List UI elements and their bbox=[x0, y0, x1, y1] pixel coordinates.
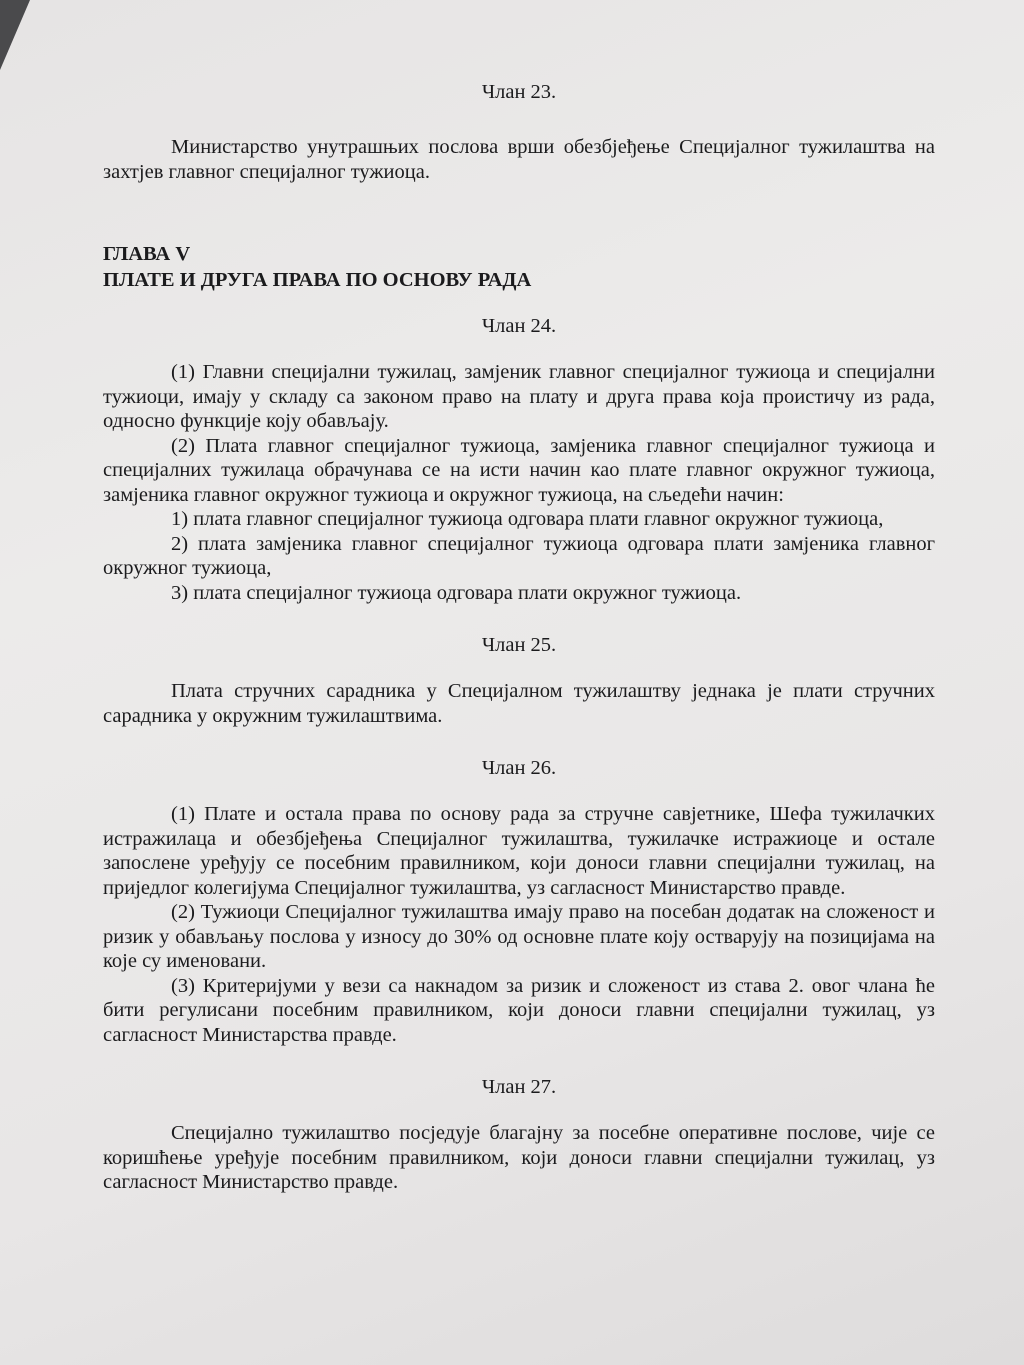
article-24-paragraph-2: (2) Плата главног специјалног тужиоца, замјеника главног специјалног тужиоца и специјалних тужилаца обрачунава се на исти начин као плате главног окружног тужиоца, замјеника главног окружног тужиоца и окружног тужиоца, на сљедећи начин: bbox=[103, 434, 935, 506]
article-26-paragraph-3: (3) Критеријуми у вези са накнадом за ризик и сложеност из става 2. овог члана ће бити регулисани посебним правилником, који доноси главни специјални тужилац, уз сагласност Министарства правде. bbox=[103, 974, 935, 1046]
chapter-number: ГЛАВА V bbox=[103, 243, 191, 265]
article-24-item-3: 3) плата специјалног тужиоца одговара плати окружног тужиоца. bbox=[171, 581, 742, 604]
article-26-paragraph-1: (1) Плате и остала права по основу рада за стручне савјетнике, Шефа тужилачких истражилаца и обезбјеђења Специјалног тужилаштва, тужилачке истражиоце и остале запослене уређују се посебним правилником, који доноси главни специјални тужилац, на приједлог колегијума Специјалног тужилаштва, уз сагласност Министарство правде. bbox=[103, 803, 935, 899]
article-27-paragraph: Специјално тужилаштво посједује благајну за посебне оперативне послове, чије се коришћење уређује посебним правилником, који доноси главни специјални тужилац, уз сагласност Министарство правде. bbox=[103, 1122, 935, 1193]
page-fold-corner bbox=[0, 0, 30, 70]
article-23-title: Члан 23. bbox=[481, 81, 557, 103]
document-body bbox=[103, 80, 935, 1195]
article-25-title: Члан 25. bbox=[481, 634, 557, 656]
article-27-title: Члан 27. bbox=[481, 1076, 557, 1098]
article-24-title: Члан 24. bbox=[481, 315, 557, 337]
article-23-paragraph: Министарство унутрашњих послова врши обезбјеђење Специјалног тужилаштва на захтјев главног специјалног тужиоца. bbox=[103, 136, 935, 183]
article-24-paragraph-1: (1) Главни специјални тужилац, замјеник главног специјалног тужиоца и специјални тужиоци, имају у складу са законом право на плату и друга права која проистичу из рада, односно функције коју обављају. bbox=[103, 361, 935, 432]
chapter-title: ПЛАТЕ И ДРУГА ПРАВА ПО ОСНОВУ РАДА bbox=[103, 269, 532, 291]
article-26-paragraph-2: (2) Тужиоци Специјалног тужилаштва имају право на посебан додатак на сложеност и ризик у обављању послова у износу до 30% од основне плате коју остварују на позицијама на које су именовани. bbox=[103, 901, 935, 972]
article-25-paragraph: Плата стручних сарадника у Специјалном тужилаштву једнака је плати стручних сарадника у окружним тужилаштвима. bbox=[103, 680, 935, 727]
article-24-item-2: 2) плата замјеника главног специјалног тужиоца одговара плати замјеника главног окружног тужиоца, bbox=[103, 532, 935, 579]
article-26-title: Члан 26. bbox=[481, 757, 557, 779]
article-24-item-1: 1) плата главног специјалног тужиоца одговара плати главног окружног тужиоца, bbox=[171, 508, 884, 530]
